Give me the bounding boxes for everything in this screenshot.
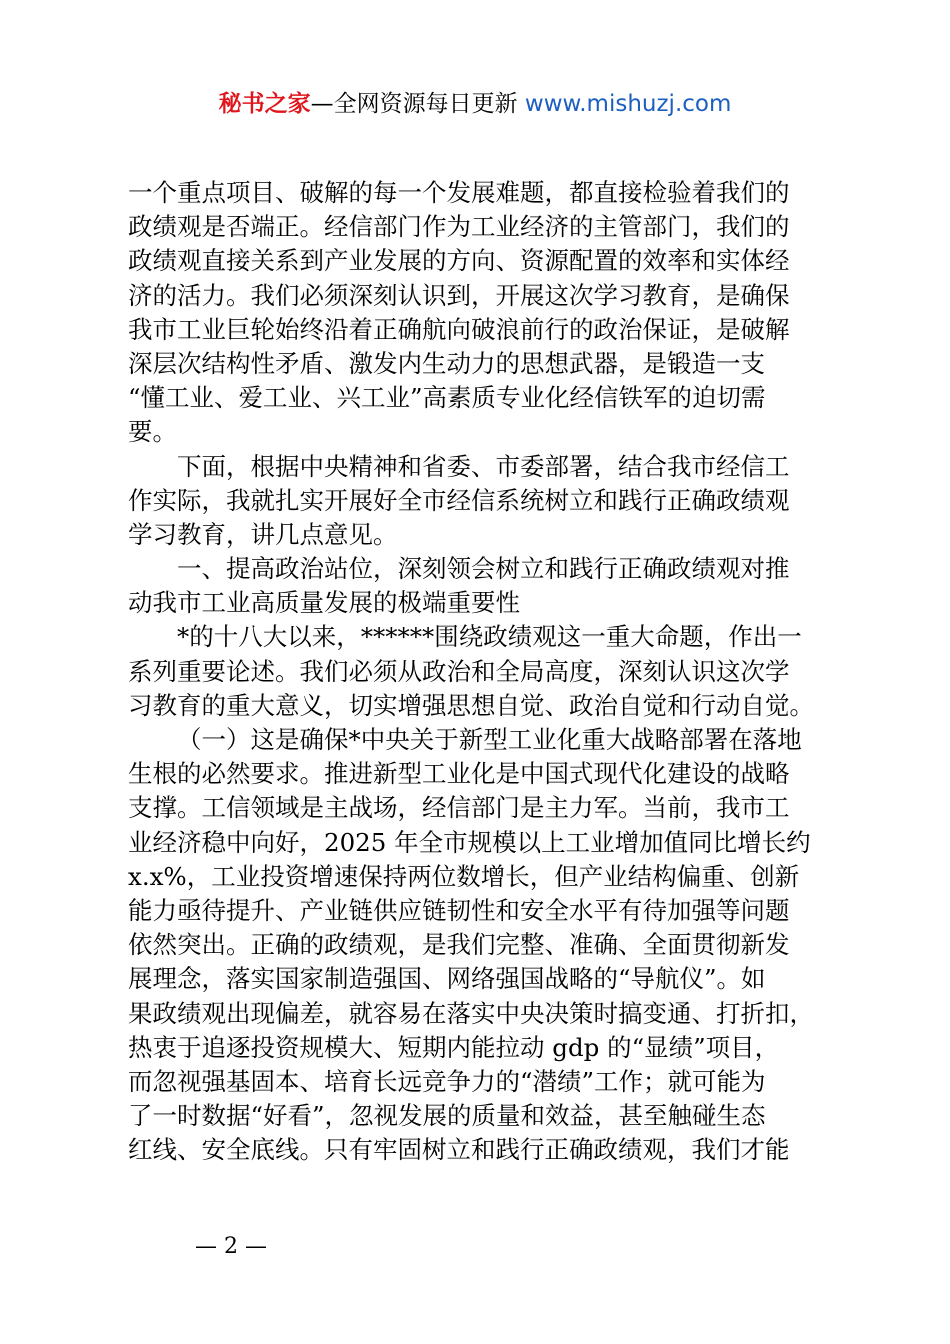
site-header: [0, 88, 950, 120]
text-line: “懂工业、爱工业、兴工业”高素质专业化经信铁军的迫切需: [128, 383, 766, 413]
text-line: 支撑。工信领域是主战场，经信部门是主力军。当前，我市工: [128, 793, 790, 823]
text-line: 能力亟待提升、产业链供应链韧性和安全水平有待加强等问题: [128, 895, 790, 925]
text-line: 热衷于追逐投资规模大、短期内能拉动 gdp 的“显绩”项目，: [128, 1032, 780, 1062]
text-line: 展理念，落实国家制造强国、网络强国战略的“导航仪”。如: [128, 964, 766, 994]
text-line: 要。: [128, 417, 177, 447]
text-line: 系列重要论述。我们必须从政治和全局高度，深刻认识这次学: [128, 656, 790, 686]
page-number: — 2 —: [195, 1234, 267, 1259]
text-line: 依然突出。正确的政绩观，是我们完整、准确、全面贯彻新发: [128, 930, 790, 960]
text-line: 红线、安全底线。只有牢固树立和践行正确政绩观，我们才能: [128, 1135, 790, 1165]
paragraph-start-line: （一）这是确保*中央关于新型工业化重大战略部署在落地: [177, 725, 802, 754]
text-line: 深层次结构性矛盾、激发内生动力的思想武器，是锻造一支: [128, 348, 765, 378]
text-line: 作实际，我就扎实开展好全市经信系统树立和践行正确政绩观: [128, 485, 790, 515]
text-line: 业经济稳中向好，2025 年全市规模以上工业增加值同比增长约: [128, 827, 811, 857]
text-line: 果政绩观出现偏差，就容易在落实中央决策时搞变通、打折扣，: [128, 998, 814, 1028]
site-url-link[interactable]: www.mishuzj.com: [524, 91, 732, 117]
text-line: 学习教育，讲几点意见。: [128, 519, 398, 549]
text-line: 生根的必然要求。推进新型工业化是中国式现代化建设的战略: [128, 759, 790, 789]
section-heading-line: 一、提高政治站位，深刻领会树立和践行正确政绩观对推: [177, 554, 790, 584]
paragraph-start-line: *的十八大以来，******围绕政绩观这一重大命题，作出一: [177, 622, 802, 652]
text-line: 一个重点项目、破解的每一个发展难题，都直接检验着我们的: [128, 178, 790, 207]
section-heading-line: 动我市工业高质量发展的极端重要性: [128, 588, 520, 618]
paragraph-start-line: 下面，根据中央精神和省委、市委部署，结合我市经信工: [177, 451, 790, 481]
text-line: 政绩观是否端正。经信部门作为工业经济的主管部门，我们的: [128, 212, 790, 242]
text-line: 而忽视强基固本、培育长远竞争力的“潜绩”工作；就可能为: [128, 1066, 766, 1096]
text-line: 了一时数据“好看”，忽视发展的质量和效益，甚至触碰生态: [128, 1101, 766, 1131]
text-line: 政绩观直接关系到产业发展的方向、资源配置的效率和实体经: [128, 246, 790, 276]
text-line: x.x%，工业投资增速保持两位数增长，但产业结构偏重、创新: [128, 861, 800, 891]
header-slogan: —全网资源每日更新: [310, 91, 525, 117]
brand-name: 秘书之家: [218, 91, 311, 117]
text-line: 济的活力。我们必须深刻认识到，开展这次学习教育，是确保: [128, 280, 790, 310]
text-line: 我市工业巨轮始终沿着正确航向破浪前行的政治保证，是破解: [128, 314, 790, 344]
document-body: [128, 176, 833, 1167]
text-line: 习教育的重大意义，切实增强思想自觉、政治自觉和行动自觉。: [128, 690, 814, 720]
